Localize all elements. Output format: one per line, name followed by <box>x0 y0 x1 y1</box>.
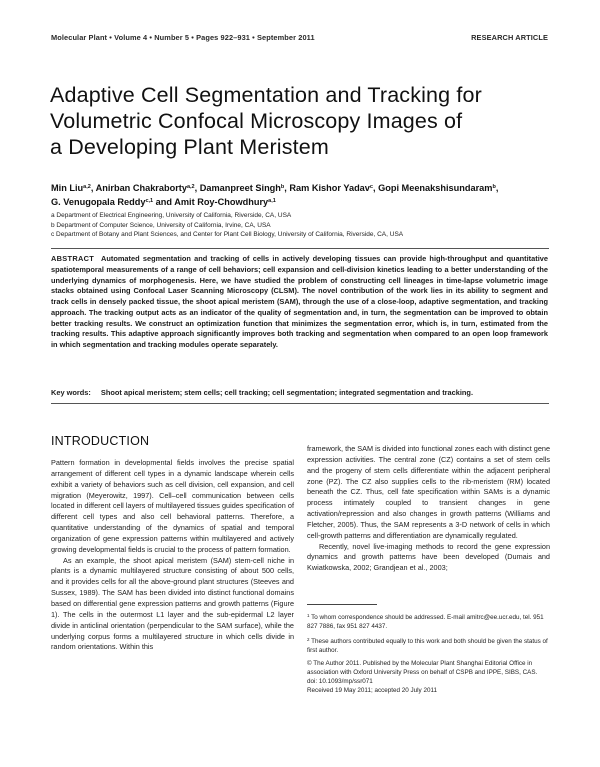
paragraph: Recently, novel live-imaging methods to record the gene expression dynamics and growth patterns have been developed (Dumais and Kwiatkowska, 2002; Grandjean et al., 2003; <box>307 541 550 573</box>
footnote-divider <box>307 604 377 605</box>
abstract <box>51 254 548 351</box>
copyright-notice: © The Author 2011. Published by the Molecular Plant Shanghai Editorial Office in association with Oxford University Press on behalf of CSPB and IPPE, SIBS, CAS. <box>307 660 538 676</box>
footnote-text: These authors contributed equally to this work and both should be given the status of first author. <box>307 638 548 654</box>
divider <box>51 403 549 404</box>
affiliation: a Department of Electrical Engineering, University of California, Riverside, CA, USA <box>51 212 292 219</box>
footnotes <box>307 611 550 695</box>
author-affil-marker: b <box>280 184 285 190</box>
footnote <box>307 635 550 655</box>
footnote-marker: 2 <box>307 637 310 642</box>
title-line: a Developing Plant Meristem <box>50 135 329 159</box>
running-header <box>51 33 548 42</box>
keywords <box>51 388 548 397</box>
divider <box>51 248 549 249</box>
author-affil-marker: a,2 <box>186 184 195 190</box>
doi: doi: 10.1093/mp/ssr071 <box>307 678 373 685</box>
footnote <box>307 611 550 631</box>
abstract-label: ABSTRACT <box>51 254 95 263</box>
author-name: Amit Roy-Chowdhury <box>174 197 269 207</box>
author-affil-marker: a,2 <box>83 184 91 190</box>
body-column-left <box>51 458 294 653</box>
author-name: Gopi Meenakshisundaram <box>378 183 493 193</box>
author-name: G. Venugopala Reddy <box>51 197 146 207</box>
publication-meta <box>307 659 550 695</box>
keywords-text: Shoot apical meristem; stem cells; cell tracking; cell segmentation; integrated segmentation and tracking. <box>100 388 474 397</box>
author-affil-marker: c,1 <box>145 198 154 204</box>
author-affil-marker: c <box>369 184 373 190</box>
author-list: Min Liu$^{a,2}$, Anirban Chakraborty$^{a,2}$, Damanpreet Singh$^b$, Ram Kishor Yadav$^c$, Gopi Meenakshisundaram$^b$, G. Venugopala Reddy$^{c,1}$ and Amit Roy-Chowdhury$^{a,1}$ <box>51 183 499 207</box>
author-affil-marker: a,1 <box>268 198 276 204</box>
author-name: Anirban Chakraborty <box>95 183 187 193</box>
affiliation-list <box>51 211 551 240</box>
author-name: Min Liu <box>51 183 84 193</box>
footnote-text: To whom correspondence should be addressed. E-mail amitrc@ee.ucr.edu, tel. 951 827 7886, fax 951 827 4437. <box>307 614 544 630</box>
author-name: Ram Kishor Yadav <box>289 183 370 193</box>
footnote-marker: 1 <box>307 613 310 618</box>
body-column-right <box>307 444 550 574</box>
author-affil-marker: b <box>492 184 496 190</box>
abstract-text: Automated segmentation and tracking of cells in actively developing tissues can provide high-throughput and quantitative spatiotemporal measurements of a range of cell behaviors; cell expansion and cell-division kinetics leading to a better understanding of the underlying dynamics of morphogenesis. Here, we have studied the problem of constructing cell lineages in time-lapse volumetric image stacks obtained using Confocal Laser Scanning Microscopy (CLSM). The novel contribution of the work lies in its ability to segment and track cells in densely packed tissue, the shoot apical meristem (SAM), through the use of a close-loop, adaptive segmentation, and tracking approach. The tracking output acts as an indicator of the quality of segmentation and, in turn, the segmentation can be improved to obtain better tracking results. We construct an optimization function that minimizes the segmentation error, which is, in turn, estimated from the tracking results. This adaptive approach significantly improves both tracking and segmentation when compared to an open loop framework in which segmentation and tracking modules operate separately. <box>51 254 548 349</box>
paragraph: As an example, the shoot apical meristem (SAM) stem-cell niche in plants is a dynamic multilayered structure consisting of about 500 cells, and it provides cells for all the above-ground plant structures (Steeves and Sussex, 1989). The SAM has been divided into distinct functional domains based on differential gene expression patterns and growth patterns (Figure 1). The cells in the outermost L1 layer and the sub-epidermal L2 layer divide in anticlinal orientation (perpendicular to the SAM surface), while the underlying corpus forms a multilayered structure in which cells divide in random orientations. Within this <box>51 555 294 652</box>
article-type: RESEARCH ARTICLE <box>471 33 548 42</box>
title-line: Adaptive Cell Segmentation and Tracking for <box>50 83 482 107</box>
keywords-label: Key words: <box>51 388 91 397</box>
title-line: Volumetric Confocal Microscopy Images of <box>50 109 463 133</box>
author-name: Damanpreet Singh <box>199 183 281 193</box>
article-title <box>50 82 550 160</box>
journal-citation: Molecular Plant • Volume 4 • Number 5 • Pages 922–931 • September 2011 <box>51 33 315 42</box>
paragraph: framework, the SAM is divided into functional zones each with distinct gene expression activities. The central zone (CZ) contains a set of stem cells and the progeny of stem cells differentiate within the adjacent peripheral zone (PZ). The CZ also supplies cells to the rib-meristem (RM) located beneath the CZ. Thus, cell fate specification within SAMs is a dynamic process intimately coupled to transient changes in gene activation/repression and also changes in growth patterns (Williams and Fletcher, 2005). Thus, the SAM represents a 3-D network of cells in which cell-growth patterns and differentiation are dynamically regulated. <box>307 444 550 540</box>
affiliation: b Department of Computer Science, University of California, Irvine, CA, USA <box>51 221 271 229</box>
affiliation: c Department of Botany and Plant Sciences, and Center for Plant Cell Biology, University of California, Riverside, CA, USA <box>51 231 404 238</box>
section-heading: INTRODUCTION <box>51 434 150 448</box>
received-dates: Received 19 May 2011; accepted 20 July 2011 <box>307 687 437 694</box>
paragraph: Pattern formation in developmental fields involves the precise spatial arrangement of different cell types in a dynamic landscape wherein cells exhibit a variety of behaviors such as cell division, cell expansion, and cell migration (Meyerowitz, 1997). Cell–cell communication between cells located in different cell layers of multilayered tissues guides specification of different cell types and also cell behavioral patterns. Therefore, a quantitative understanding of the dynamics of spatial and temporal organization of gene expression patterns within multilayered and actively growing developmental fields is crucial to the process of pattern formation. <box>51 458 294 554</box>
